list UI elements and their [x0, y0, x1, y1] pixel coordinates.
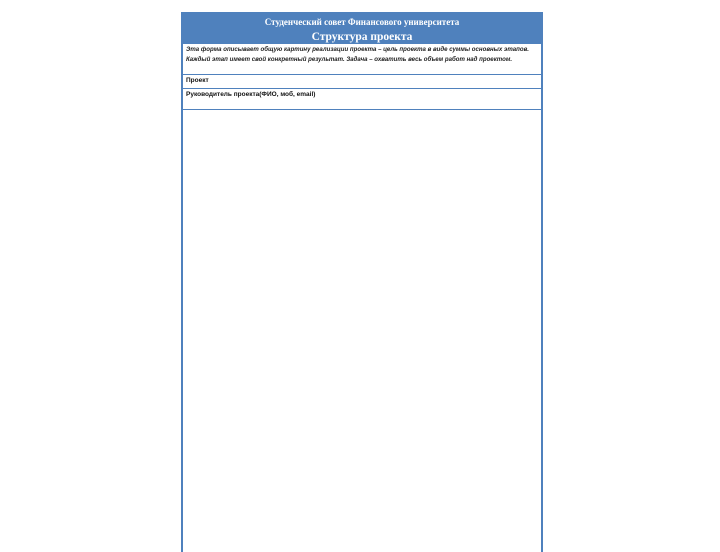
project-field[interactable]: [183, 75, 541, 89]
project-structure-form: [181, 12, 543, 552]
form-description: Эта форма описывает общую картину реализации проекта – цель проекта в виде суммы основных этапов. Каждый этап имеет свой конкретный результат. Задача – охватить весь объем работ над проектом.: [183, 44, 541, 75]
structure-content-area[interactable]: [183, 110, 541, 550]
project-leader-field[interactable]: [183, 89, 541, 110]
form-title: Структура проекта: [311, 31, 413, 43]
project-leader-label: Руководитель проекта(ФИО, моб, email): [186, 91, 316, 98]
form-header: [183, 14, 541, 44]
organization-name: Студенческий совет Финансового университета: [264, 17, 460, 27]
project-label: Проект: [186, 77, 209, 84]
